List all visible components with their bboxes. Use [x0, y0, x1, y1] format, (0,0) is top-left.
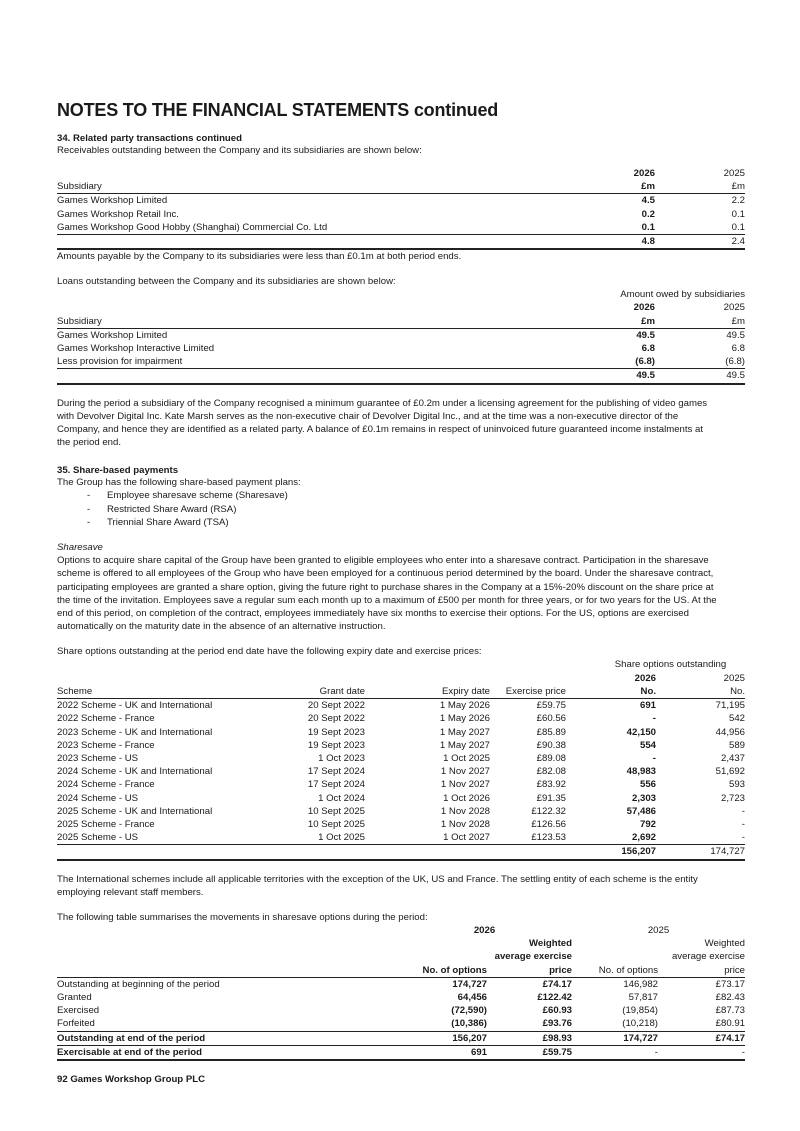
cell: £60.93	[542, 1005, 572, 1017]
row-label: 2022 Scheme - France	[57, 713, 155, 725]
cell: 51,692	[715, 766, 745, 778]
cell: £82.08	[536, 766, 566, 778]
col-subsidiary: Subsidiary	[57, 315, 585, 329]
receivables-rows	[57, 194, 745, 235]
cell: (19,854)	[622, 1005, 658, 1017]
cell: -	[741, 818, 745, 830]
cell: 0.1	[731, 221, 745, 233]
cell: £83.92	[536, 779, 566, 791]
cell: (6.8)	[725, 356, 745, 368]
options-intro: Share options outstanding at the period end date have the following expiry date and exercise prices:	[57, 646, 482, 658]
cell: 556	[639, 779, 656, 791]
cell: £60.56	[536, 713, 566, 725]
col-scheme: Scheme	[57, 685, 267, 699]
cell: 1 Oct 2025	[443, 752, 490, 764]
dash-bullet: -	[87, 503, 91, 515]
row-label: 2024 Scheme - US	[57, 792, 139, 804]
plans-list	[57, 489, 745, 529]
table-row	[57, 739, 745, 752]
cell: £74.17	[658, 1031, 745, 1045]
cell: £80.91	[715, 1018, 745, 1030]
cell: -	[741, 832, 745, 844]
text-line: The International schemes include all applicable territories with the exception of the UK, US and France. The settling entity of each scheme is the entity	[57, 873, 698, 885]
outstanding-end-row	[57, 1031, 745, 1045]
cell: 542	[728, 713, 745, 725]
cell: £59.75	[536, 700, 566, 712]
share-options-table	[57, 658, 745, 860]
cell: 2.2	[731, 195, 745, 207]
dash-bullet: -	[87, 490, 91, 502]
cell: 146,982	[623, 978, 658, 990]
list-item	[57, 489, 745, 502]
cell: -	[652, 752, 656, 764]
col-year-2025: 2025	[723, 168, 745, 179]
total-value: 49.5	[585, 369, 655, 384]
col-year-2025: 2025	[723, 302, 745, 314]
table-row	[57, 977, 745, 991]
row-label: Games Workshop Retail Inc.	[57, 208, 179, 220]
col-year-2026: 2026	[633, 168, 655, 179]
page-footer: 92 Games Workshop Group PLC	[57, 1074, 206, 1085]
loans-group-label: Amount owed by subsidiaries	[620, 289, 745, 301]
share-options-total-row	[57, 845, 745, 860]
cell: -	[652, 713, 656, 725]
international-note	[57, 873, 745, 899]
row-label: Games Workshop Limited	[57, 195, 168, 207]
row-label: Granted	[57, 991, 92, 1003]
cell: £87.73	[715, 1005, 745, 1017]
row-label: 2023 Scheme - US	[57, 752, 139, 764]
unit-label: £m	[585, 315, 655, 329]
cell: 792	[639, 818, 656, 830]
text-line: end of this period, on completion of the contract, employees immediately have six months to exercise their options. For the US, options are exercised	[57, 608, 689, 620]
row-label: Exercisable at end of the period	[57, 1045, 397, 1060]
cell: 19 Sept 2023	[307, 739, 365, 751]
row-label: 2025 Scheme - US	[57, 832, 139, 844]
total-value: 156,207	[566, 845, 656, 860]
plans-intro: The Group has the following share-based payment plans:	[57, 477, 301, 489]
cell: (6.8)	[635, 356, 655, 368]
cell: 64,456	[457, 991, 487, 1003]
col-subsidiary: Subsidiary	[57, 180, 585, 194]
cell: 10 Sept 2025	[307, 805, 365, 817]
table-row	[57, 355, 745, 369]
cell: 589	[728, 739, 745, 751]
cell: 593	[728, 779, 745, 791]
cell: 0.2	[641, 208, 655, 220]
cell: 4.5	[641, 195, 655, 207]
table-row	[57, 831, 745, 845]
cell: 174,727	[572, 1031, 658, 1045]
cell: £85.89	[536, 726, 566, 738]
table-row	[57, 1017, 745, 1031]
col-grant-date: Grant date	[267, 685, 365, 699]
cell: 42,150	[626, 726, 656, 738]
cell: 1 Oct 2026	[443, 792, 490, 804]
cell: 1 May 2026	[439, 713, 490, 725]
col-weighted-label: average exercise	[494, 951, 572, 963]
cell: 1 Nov 2028	[440, 805, 490, 817]
col-exercise-price: Exercise price	[490, 685, 566, 699]
cell: -	[658, 1045, 745, 1060]
cell: 44,956	[715, 726, 745, 738]
table-row	[57, 221, 745, 235]
cell: 6.8	[731, 343, 745, 355]
cell: 1 May 2027	[439, 726, 490, 738]
cell: 1 May 2027	[439, 739, 490, 751]
loans-table	[57, 288, 745, 384]
table-row	[57, 342, 745, 355]
table-row	[57, 726, 745, 739]
cell: 156,207	[397, 1031, 487, 1045]
table-row	[57, 752, 745, 765]
row-label: 2024 Scheme - France	[57, 779, 155, 791]
cell: (10,218)	[622, 1018, 658, 1030]
cell: 554	[639, 739, 656, 751]
cell: 57,486	[626, 805, 656, 817]
text-line: participating employees are granted a share option, giving the future right to purchase shares in the Company at a 15%-20% discount on the share price at	[57, 581, 714, 593]
cell: 49.5	[726, 329, 745, 341]
cell: £74.17	[542, 978, 572, 990]
total-value: 4.8	[585, 235, 655, 250]
cell: 20 Sept 2022	[307, 700, 365, 712]
cell: 1 Nov 2027	[440, 779, 490, 791]
loans-rows	[57, 328, 745, 369]
cell: 2,692	[631, 832, 656, 844]
movements-intro: The following table summarises the movements in sharesave options during the period:	[57, 911, 428, 923]
col-year-2026: 2026	[633, 302, 655, 314]
row-label: Games Workshop Limited	[57, 329, 168, 341]
cell: 1 Nov 2027	[440, 766, 490, 778]
col-expiry-date: Expiry date	[365, 685, 490, 699]
cell: £123.53	[531, 832, 566, 844]
unit-label: £m	[655, 180, 745, 194]
movements-rows	[57, 977, 745, 1031]
cell: 1 Oct 2025	[318, 832, 365, 844]
col-no-of-options: No. of options	[572, 964, 658, 978]
col-year-2026: 2026	[634, 672, 656, 684]
list-item-label: Triennial Share Award (TSA)	[107, 516, 229, 528]
cell: £89.08	[536, 752, 566, 764]
col-year-2025: 2025	[723, 672, 745, 684]
cell: 19 Sept 2023	[307, 726, 365, 738]
cell: 17 Sept 2024	[307, 779, 365, 791]
cell: £82.43	[715, 991, 745, 1003]
row-label: Outstanding at end of the period	[57, 1031, 397, 1045]
cell: 691	[639, 700, 656, 712]
col-price: price	[658, 964, 745, 978]
table-row	[57, 208, 745, 221]
table-row	[57, 328, 745, 342]
page-title: NOTES TO THE FINANCIAL STATEMENTS continued	[57, 100, 499, 120]
devolver-paragraph	[57, 397, 745, 450]
text-line: Options to acquire share capital of the Group have been granted to eligible employees who enter into a sharesave contract. Participation in the sharesave	[57, 555, 709, 567]
movements-table	[57, 924, 745, 1061]
list-item	[57, 503, 745, 516]
row-label: Exercised	[57, 1005, 100, 1017]
section-34-heading: 34. Related party transactions continued	[57, 133, 242, 144]
options-group-label: Share options outstanding	[614, 659, 727, 671]
cell: £93.76	[542, 1018, 572, 1030]
payables-note: Amounts payable by the Company to its subsidiaries were less than £0.1m at both period ends.	[57, 251, 462, 263]
cell: 691	[397, 1045, 487, 1060]
table-row	[57, 778, 745, 791]
receivables-table	[57, 167, 745, 250]
text-line: scheme is offered to all employees of the Group who have been employed for a continuous period determined by the board. Under the sharesave contract,	[57, 568, 714, 580]
cell: -	[572, 1045, 658, 1060]
text-line: During the period a subsidiary of the Company recognised a minimum guarantee of £0.2m under a licensing agreement for the publishing of video games	[57, 397, 708, 409]
text-line: automatically on the maturity date in the absence of an alternative instruction.	[57, 621, 386, 633]
cell: 1 Oct 2024	[318, 792, 365, 804]
list-item-label: Restricted Share Award (RSA)	[107, 503, 237, 515]
table-row	[57, 818, 745, 831]
exercisable-end-row	[57, 1045, 745, 1060]
unit-label: £m	[585, 180, 655, 194]
total-value: 174,727	[656, 845, 745, 860]
col-weighted-label: Weighted	[529, 938, 572, 950]
receivables-total-row	[57, 235, 745, 250]
dash-bullet: -	[87, 516, 91, 528]
list-item-label: Employee sharesave scheme (Sharesave)	[107, 490, 288, 502]
table-row	[57, 792, 745, 805]
total-value: 2.4	[655, 235, 745, 250]
cell: 1 Oct 2023	[318, 752, 365, 764]
col-year-2025: 2025	[647, 924, 670, 936]
cell: 57,817	[628, 991, 658, 1003]
cell: 10 Sept 2025	[307, 818, 365, 830]
cell: £91.35	[536, 792, 566, 804]
sharesave-paragraph	[57, 554, 745, 633]
total-value: 49.5	[655, 369, 745, 384]
cell: 2,303	[631, 792, 656, 804]
cell: 1 May 2026	[439, 700, 490, 712]
col-weighted-label: Weighted	[704, 938, 745, 950]
col-price: price	[487, 964, 572, 978]
row-label: Forfeited	[57, 1018, 95, 1030]
cell: 1 Nov 2028	[440, 818, 490, 830]
col-weighted-label: average exercise	[671, 951, 745, 963]
row-label: 2025 Scheme - France	[57, 818, 155, 830]
loans-intro: Loans outstanding between the Company and its subsidiaries are shown below:	[57, 276, 396, 288]
cell: (72,590)	[451, 1005, 487, 1017]
row-label: Games Workshop Good Hobby (Shanghai) Commercial Co. Ltd	[57, 221, 328, 233]
cell: £122.42	[537, 991, 572, 1003]
share-options-rows	[57, 699, 745, 845]
table-row	[57, 765, 745, 778]
cell: 6.8	[641, 343, 655, 355]
table-row	[57, 991, 745, 1004]
cell: 2,437	[720, 752, 745, 764]
text-line: the time of the invitation. Employees save a regular sum each month up to a maximum of £500 per month for three years, or for two years for the US. At the	[57, 594, 717, 606]
table-row	[57, 712, 745, 725]
cell: 49.5	[636, 329, 655, 341]
row-label: 2024 Scheme - UK and International	[57, 766, 213, 778]
unit-label: £m	[655, 315, 745, 329]
cell: 17 Sept 2024	[307, 766, 365, 778]
cell: £59.75	[487, 1045, 572, 1060]
table-row	[57, 1004, 745, 1017]
text-line: the period end.	[57, 437, 122, 449]
cell: 0.1	[641, 221, 655, 233]
row-label: 2022 Scheme - UK and International	[57, 700, 213, 712]
cell: 48,983	[626, 766, 656, 778]
cell: 174,727	[452, 978, 487, 990]
row-label: Less provision for impairment	[57, 356, 183, 368]
sharesave-subheading: Sharesave	[57, 542, 103, 554]
row-label: Games Workshop Interactive Limited	[57, 343, 215, 355]
section-35-heading: 35. Share-based payments	[57, 465, 179, 477]
page-body	[57, 100, 745, 1061]
cell: £73.17	[715, 978, 745, 990]
cell: £126.56	[531, 818, 566, 830]
table-row	[57, 699, 745, 713]
cell: 71,195	[715, 700, 745, 712]
cell: £122.32	[531, 805, 566, 817]
row-label: Outstanding at beginning of the period	[57, 978, 220, 990]
receivables-intro: Receivables outstanding between the Company and its subsidiaries are shown below:	[57, 145, 422, 156]
text-line: Company, and hence they are identified as a related party. A balance of £0.1m remains in respect of uninvoiced future guaranteed income instalments at	[57, 424, 704, 436]
text-line: with Devolver Digital Inc. Kate Marsh serves as the non-executive chair of Devolver Digital Inc., and at the time was a non-executive director of the	[57, 410, 679, 422]
cell: £90.38	[536, 739, 566, 751]
cell: 20 Sept 2022	[307, 713, 365, 725]
text-line: employing relevant staff members.	[57, 886, 204, 898]
col-number: No.	[566, 685, 656, 699]
row-label: 2023 Scheme - France	[57, 739, 155, 751]
cell: £98.93	[487, 1031, 572, 1045]
col-number: No.	[656, 685, 745, 699]
cell: -	[741, 805, 745, 817]
loans-total-row	[57, 369, 745, 384]
list-item	[57, 516, 745, 529]
cell: (10,386)	[451, 1018, 487, 1030]
col-year-2026: 2026	[473, 924, 496, 936]
table-row	[57, 194, 745, 208]
cell: 2,723	[720, 792, 745, 804]
row-label: 2025 Scheme - UK and International	[57, 805, 213, 817]
col-no-of-options: No. of options	[397, 964, 487, 978]
row-label: 2023 Scheme - UK and International	[57, 726, 213, 738]
table-row	[57, 805, 745, 818]
cell: 1 Oct 2027	[443, 832, 490, 844]
cell: 0.1	[731, 208, 745, 220]
